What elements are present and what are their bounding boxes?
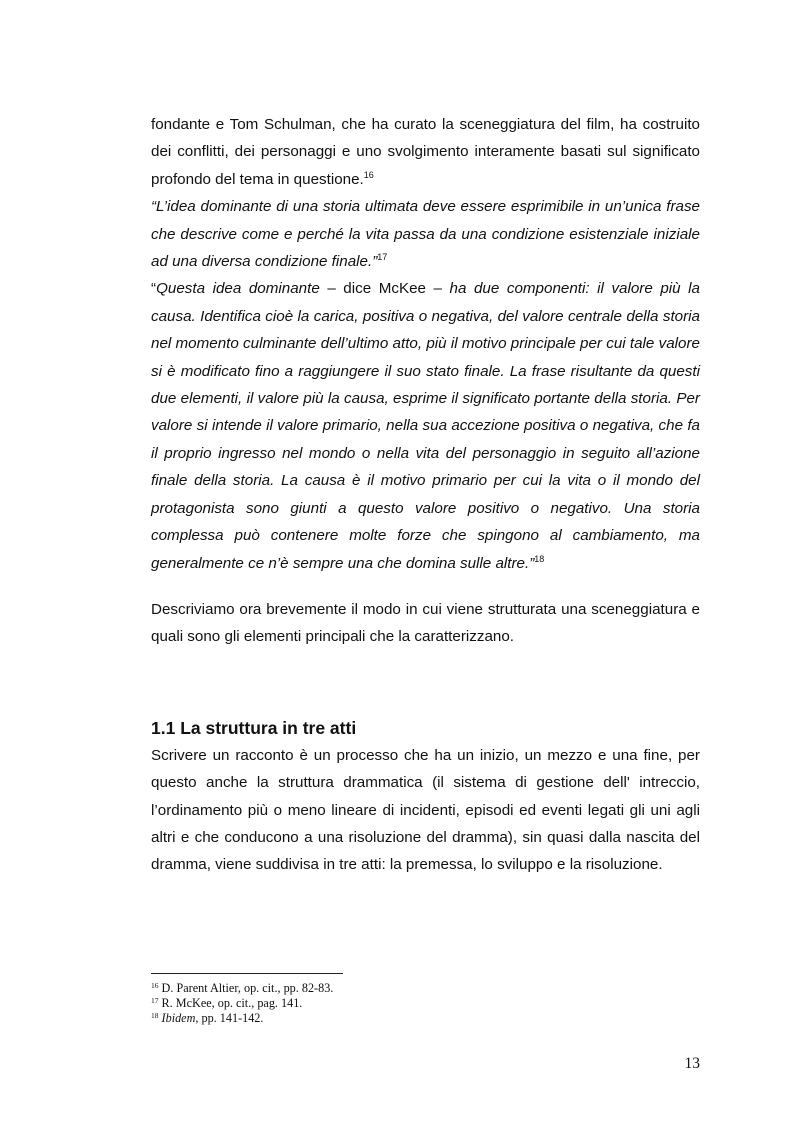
- footnote-18: [151, 1011, 700, 1026]
- spacer: [151, 651, 700, 715]
- footnote-italic: Ibidem: [161, 1011, 196, 1025]
- paragraph-intro: [151, 111, 700, 193]
- quote-mckee-part-a: Questa idea dominante: [156, 280, 320, 298]
- quote-mckee: [151, 275, 700, 576]
- quote-mckee-attribution: – dice McKee –: [319, 280, 450, 298]
- footnote-17: [151, 996, 700, 1011]
- footnote-ref-17: 17: [377, 252, 388, 263]
- footnote-number: 17: [151, 996, 159, 1005]
- page-number: 13: [684, 1055, 700, 1072]
- footnote-text: R. McKee, op. cit., pag. 141.: [158, 996, 303, 1010]
- quote-dominant-idea: [151, 193, 700, 275]
- footnote-ref-16: 16: [363, 169, 374, 180]
- footnote-number: 16: [151, 981, 159, 990]
- paragraph-intro-text: fondante e Tom Schulman, che ha curato la sceneggiatura del film, ha costruito dei conflitti, dei personaggi e uno svolgimento interamente basati sul significato profondo del tema in questione.: [151, 116, 700, 188]
- quote-mckee-part-c: ha due componenti: il valore più la causa. Identifica cioè la carica, positiva o negativa, del valore centrale della storia nel momento culminante dell’ultimo atto, più il motivo principale per cui tale valore si è modificato fino a raggiungere il suo stato finale. La frase risultante da questi due elementi, il valore più la causa, esprime il significato portante della storia. Per valore si intende il valore primario, nella sua accezione positiva o negativa, che fa il proprio ingresso nel mondo o nella vita del personaggio in seguito all’azione finale della storia. La causa è il motivo primario per cui la vita o il mondo del protagonista sono giunti a questo valore positivo o negativo. Una storia complessa può contenere molte forze che spingono al cambiamento, ma generalmente ce n’è sempre una che domina sulle altre.”: [151, 280, 700, 572]
- paragraph-three-acts: Scrivere un racconto è un processo che ha un inizio, un mezzo e una fine, per questo anche la struttura drammatica (il sistema di gestione dell' intreccio, l’ordinamento più o meno lineare di incidenti, episodi ed eventi legati gli uni agli altri e che conducono a una risoluzione del dramma), sin quasi dalla nascita del dramma, viene suddivisa in tre atti: la premessa, lo sviluppo e la risoluzione.: [151, 746, 700, 874]
- spacer: [151, 577, 700, 596]
- footnote-16: [151, 981, 700, 996]
- section-heading: 1.1 La struttura in tre atti: [151, 717, 357, 738]
- footnote-separator: [151, 973, 343, 974]
- footnotes: [151, 981, 700, 1026]
- paragraph-structure: Descriviamo ora brevemente il modo in cui viene strutturata una sceneggiatura e quali sono gli elementi principali che la caratterizzano.: [151, 600, 700, 646]
- quote-dominant-idea-text: “L’idea dominante di una storia ultimata deve essere esprimibile in un’unica frase che descrive come e perché la vita passa da una condizione esistenziale iniziale ad una diversa condizione finale.”: [151, 198, 700, 271]
- footnote-ref-18: 18: [534, 553, 545, 564]
- footnote-text: , pp. 141-142.: [195, 1011, 264, 1025]
- footnote-text: D. Parent Altier, op. cit., pp. 82-83.: [158, 981, 334, 995]
- body-text: [151, 111, 700, 879]
- footnote-number: 18: [151, 1011, 159, 1020]
- quote-open-mark: “: [151, 280, 157, 298]
